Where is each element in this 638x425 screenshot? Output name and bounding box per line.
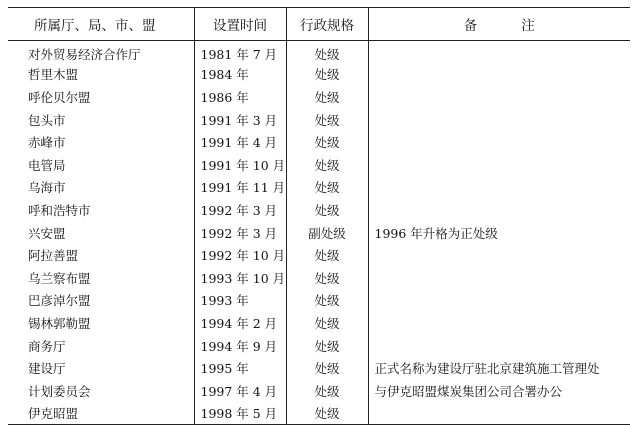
table-row: [8, 357, 630, 380]
cell-date: 1994 年 2 月: [194, 312, 286, 335]
table-row: [8, 379, 630, 402]
cell-level: 处级: [286, 334, 368, 357]
table-row: [8, 199, 630, 222]
cell-remark: [368, 312, 630, 335]
cell-level: 处级: [286, 266, 368, 289]
header-remark-part1: 备: [463, 18, 478, 34]
cell-remark: [368, 131, 630, 154]
cell-name: 阿拉善盟: [28, 248, 79, 264]
table-body: [8, 41, 630, 425]
cell-date: 1981 年 7 月: [194, 41, 286, 64]
cell-remark: [368, 402, 630, 425]
cell-remark: [368, 244, 630, 267]
header-remark-part2: 注: [521, 18, 535, 34]
cell-date: 1993 年 10 月: [194, 266, 286, 289]
cell-remark: [368, 289, 630, 312]
cell-date: 1994 年 9 月: [194, 334, 286, 357]
cell-date: 1991 年 10 月: [194, 153, 286, 176]
cell-level: 处级: [286, 176, 368, 199]
cell-remark: [368, 334, 630, 357]
cell-date: 1997 年 4 月: [194, 379, 286, 402]
document-table-container: [8, 7, 630, 425]
cell-name: 赤峰市: [28, 135, 66, 151]
cell-name: 兴安盟: [28, 225, 66, 241]
cell-date: 1991 年 3 月: [194, 108, 286, 131]
cell-remark: [368, 199, 630, 222]
cell-date: 1992 年 10 月: [194, 244, 286, 267]
cell-name: 电管局: [28, 157, 66, 173]
table-row: [8, 266, 630, 289]
header-department: 所属厅、局、市、盟: [8, 8, 194, 41]
table-row: [8, 153, 630, 176]
cell-name: 呼伦贝尔盟: [28, 89, 91, 105]
cell-level: 处级: [286, 199, 368, 222]
cell-remark: [368, 176, 630, 199]
header-remark: [368, 8, 630, 41]
cell-level: 处级: [286, 244, 368, 267]
cell-name: 巴彦淖尔盟: [28, 293, 91, 309]
cell-date: 1984 年: [194, 63, 286, 86]
cell-name: 建设厅: [28, 361, 66, 377]
cell-remark: [368, 266, 630, 289]
table-row: [8, 108, 630, 131]
table-row: [8, 176, 630, 199]
table-row: [8, 334, 630, 357]
cell-date: 1992 年 3 月: [194, 221, 286, 244]
cell-name: 锡林郭勒盟: [28, 315, 91, 331]
cell-name: 商务厅: [28, 338, 66, 354]
cell-level: 处级: [286, 63, 368, 86]
cell-name: 哲里木盟: [28, 67, 79, 83]
table-row: [8, 131, 630, 154]
cell-remark: 与伊克昭盟煤炭集团公司合署办公: [368, 379, 630, 402]
cell-remark: [368, 153, 630, 176]
cell-level: 处级: [286, 289, 368, 312]
table-row: [8, 86, 630, 109]
cell-name: 乌海市: [28, 180, 66, 196]
cell-level: 处级: [286, 108, 368, 131]
cell-level: 处级: [286, 86, 368, 109]
table-row: [8, 41, 630, 64]
cell-level: 处级: [286, 402, 368, 425]
table-row: [8, 244, 630, 267]
cell-name: 对外贸易经济合作厅: [28, 46, 141, 62]
cell-remark: [368, 41, 630, 64]
header-row: [8, 8, 630, 41]
table-row: [8, 289, 630, 312]
cell-remark: [368, 63, 630, 86]
table-row: [8, 63, 630, 86]
cell-name: 计划委员会: [28, 383, 91, 399]
cell-date: 1991 年 4 月: [194, 131, 286, 154]
table-row: [8, 402, 630, 425]
offices-table: [8, 7, 630, 425]
table-row: [8, 221, 630, 244]
cell-date: 1986 年: [194, 86, 286, 109]
cell-level: 处级: [286, 312, 368, 335]
cell-name: 乌兰察布盟: [28, 270, 91, 286]
header-established: 设置时间: [194, 8, 286, 41]
cell-date: 1991 年 11 月: [194, 176, 286, 199]
cell-level: 处级: [286, 131, 368, 154]
cell-remark: [368, 86, 630, 109]
cell-level: 处级: [286, 153, 368, 176]
cell-name: 呼和浩特市: [28, 202, 91, 218]
cell-date: 1995 年: [194, 357, 286, 380]
cell-date: 1993 年: [194, 289, 286, 312]
cell-level: 处级: [286, 357, 368, 380]
cell-level: 处级: [286, 41, 368, 64]
header-admin-level: 行政规格: [286, 8, 368, 41]
table-header: [8, 8, 630, 41]
cell-remark: [368, 108, 630, 131]
cell-date: 1992 年 3 月: [194, 199, 286, 222]
cell-level: 处级: [286, 379, 368, 402]
cell-remark: 1996 年升格为正处级: [368, 221, 630, 244]
cell-remark: 正式名称为建设厅驻北京建筑施工管理处: [368, 357, 630, 380]
table-row: [8, 312, 630, 335]
cell-level: 副处级: [286, 221, 368, 244]
cell-date: 1998 年 5 月: [194, 402, 286, 425]
cell-name: 包头市: [28, 112, 66, 128]
cell-name: 伊克昭盟: [8, 402, 194, 425]
